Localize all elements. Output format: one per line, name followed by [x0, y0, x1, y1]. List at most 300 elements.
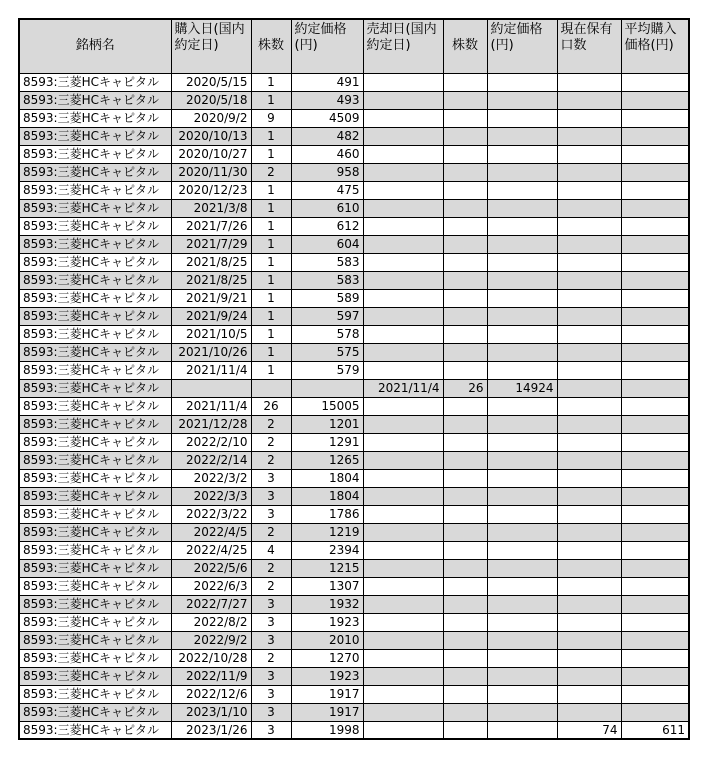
cell-sale-date[interactable]: [363, 109, 443, 127]
cell-sale-price[interactable]: [487, 181, 557, 199]
cell-sale-date[interactable]: 2021/11/4: [363, 379, 443, 397]
cell-stock-name[interactable]: 8593:三菱HCキャピタル: [19, 181, 171, 199]
cell-stock-name[interactable]: 8593:三菱HCキャピタル: [19, 559, 171, 577]
cell-sale-shares[interactable]: [443, 235, 487, 253]
cell-purchase-date[interactable]: 2023/1/10: [171, 703, 251, 721]
cell-stock-name[interactable]: 8593:三菱HCキャピタル: [19, 145, 171, 163]
cell-current-holdings[interactable]: [557, 433, 621, 451]
cell-stock-name[interactable]: 8593:三菱HCキャピタル: [19, 271, 171, 289]
cell-sale-shares[interactable]: [443, 469, 487, 487]
cell-sale-date[interactable]: [363, 631, 443, 649]
cell-avg-price[interactable]: [621, 487, 689, 505]
cell-sale-shares[interactable]: [443, 343, 487, 361]
cell-current-holdings[interactable]: [557, 289, 621, 307]
cell-purchase-shares[interactable]: 3: [251, 505, 291, 523]
cell-sale-shares[interactable]: [443, 73, 487, 91]
cell-avg-price[interactable]: [621, 433, 689, 451]
cell-current-holdings[interactable]: [557, 325, 621, 343]
cell-current-holdings[interactable]: [557, 271, 621, 289]
cell-purchase-shares[interactable]: 2: [251, 433, 291, 451]
cell-stock-name[interactable]: 8593:三菱HCキャピタル: [19, 541, 171, 559]
cell-current-holdings[interactable]: [557, 577, 621, 595]
cell-stock-name[interactable]: 8593:三菱HCキャピタル: [19, 703, 171, 721]
cell-sale-price[interactable]: [487, 73, 557, 91]
cell-purchase-date[interactable]: 2021/9/21: [171, 289, 251, 307]
cell-stock-name[interactable]: 8593:三菱HCキャピタル: [19, 325, 171, 343]
cell-sale-date[interactable]: [363, 361, 443, 379]
cell-avg-price[interactable]: [621, 343, 689, 361]
cell-purchase-shares[interactable]: 3: [251, 595, 291, 613]
header-purchase-shares[interactable]: 株数: [251, 19, 291, 73]
cell-sale-price[interactable]: [487, 559, 557, 577]
cell-sale-shares[interactable]: [443, 325, 487, 343]
cell-stock-name[interactable]: 8593:三菱HCキャピタル: [19, 307, 171, 325]
cell-avg-price[interactable]: [621, 703, 689, 721]
cell-sale-date[interactable]: [363, 703, 443, 721]
cell-purchase-price[interactable]: 1932: [291, 595, 363, 613]
cell-sale-price[interactable]: [487, 631, 557, 649]
cell-purchase-shares[interactable]: 2: [251, 451, 291, 469]
cell-purchase-price[interactable]: 604: [291, 235, 363, 253]
cell-stock-name[interactable]: 8593:三菱HCキャピタル: [19, 289, 171, 307]
cell-current-holdings[interactable]: 74: [557, 721, 621, 739]
cell-current-holdings[interactable]: [557, 541, 621, 559]
cell-stock-name[interactable]: 8593:三菱HCキャピタル: [19, 613, 171, 631]
cell-sale-shares[interactable]: [443, 217, 487, 235]
header-sale-shares[interactable]: 株数: [443, 19, 487, 73]
cell-purchase-date[interactable]: 2021/12/28: [171, 415, 251, 433]
cell-purchase-price[interactable]: 1998: [291, 721, 363, 739]
cell-sale-price[interactable]: [487, 343, 557, 361]
cell-stock-name[interactable]: 8593:三菱HCキャピタル: [19, 397, 171, 415]
cell-avg-price[interactable]: [621, 325, 689, 343]
cell-current-holdings[interactable]: [557, 469, 621, 487]
cell-stock-name[interactable]: 8593:三菱HCキャピタル: [19, 127, 171, 145]
cell-purchase-date[interactable]: 2021/3/8: [171, 199, 251, 217]
cell-sale-shares[interactable]: [443, 451, 487, 469]
cell-sale-date[interactable]: [363, 541, 443, 559]
cell-purchase-date[interactable]: 2022/10/28: [171, 649, 251, 667]
cell-purchase-date[interactable]: 2021/11/4: [171, 361, 251, 379]
cell-purchase-date[interactable]: 2022/5/6: [171, 559, 251, 577]
cell-avg-price[interactable]: [621, 595, 689, 613]
cell-current-holdings[interactable]: [557, 415, 621, 433]
cell-sale-price[interactable]: [487, 541, 557, 559]
cell-sale-shares[interactable]: [443, 721, 487, 739]
header-sale-price[interactable]: 約定価格(円): [487, 19, 557, 73]
cell-sale-price[interactable]: [487, 415, 557, 433]
header-purchase-price[interactable]: 約定価格(円): [291, 19, 363, 73]
cell-purchase-date[interactable]: 2020/11/30: [171, 163, 251, 181]
cell-purchase-date[interactable]: 2020/5/18: [171, 91, 251, 109]
cell-sale-shares[interactable]: [443, 361, 487, 379]
cell-current-holdings[interactable]: [557, 145, 621, 163]
cell-avg-price[interactable]: [621, 235, 689, 253]
cell-sale-date[interactable]: [363, 523, 443, 541]
cell-purchase-price[interactable]: 579: [291, 361, 363, 379]
cell-purchase-date[interactable]: 2020/10/13: [171, 127, 251, 145]
cell-current-holdings[interactable]: [557, 343, 621, 361]
cell-purchase-date[interactable]: 2022/3/3: [171, 487, 251, 505]
cell-sale-price[interactable]: [487, 307, 557, 325]
cell-avg-price[interactable]: [621, 271, 689, 289]
cell-sale-date[interactable]: [363, 181, 443, 199]
cell-purchase-shares[interactable]: 1: [251, 181, 291, 199]
cell-purchase-date[interactable]: 2022/12/6: [171, 685, 251, 703]
cell-purchase-shares[interactable]: 3: [251, 685, 291, 703]
cell-purchase-price[interactable]: 1201: [291, 415, 363, 433]
cell-current-holdings[interactable]: [557, 703, 621, 721]
cell-sale-price[interactable]: [487, 289, 557, 307]
cell-avg-price[interactable]: [621, 91, 689, 109]
cell-purchase-shares[interactable]: 2: [251, 523, 291, 541]
cell-sale-shares[interactable]: [443, 163, 487, 181]
cell-sale-price[interactable]: [487, 703, 557, 721]
cell-current-holdings[interactable]: [557, 163, 621, 181]
cell-purchase-price[interactable]: 575: [291, 343, 363, 361]
cell-purchase-price[interactable]: 597: [291, 307, 363, 325]
cell-sale-date[interactable]: [363, 559, 443, 577]
cell-avg-price[interactable]: [621, 577, 689, 595]
cell-sale-shares[interactable]: [443, 541, 487, 559]
cell-sale-price[interactable]: [487, 253, 557, 271]
cell-sale-price[interactable]: [487, 217, 557, 235]
cell-stock-name[interactable]: 8593:三菱HCキャピタル: [19, 505, 171, 523]
cell-stock-name[interactable]: 8593:三菱HCキャピタル: [19, 577, 171, 595]
cell-sale-price[interactable]: [487, 163, 557, 181]
cell-avg-price[interactable]: [621, 541, 689, 559]
cell-purchase-shares[interactable]: 3: [251, 487, 291, 505]
cell-purchase-shares[interactable]: 9: [251, 109, 291, 127]
cell-sale-shares[interactable]: [443, 91, 487, 109]
cell-current-holdings[interactable]: [557, 73, 621, 91]
cell-purchase-date[interactable]: 2022/4/5: [171, 523, 251, 541]
cell-purchase-shares[interactable]: 1: [251, 307, 291, 325]
cell-stock-name[interactable]: 8593:三菱HCキャピタル: [19, 685, 171, 703]
cell-purchase-shares[interactable]: 1: [251, 253, 291, 271]
cell-avg-price[interactable]: [621, 253, 689, 271]
cell-stock-name[interactable]: 8593:三菱HCキャピタル: [19, 433, 171, 451]
cell-purchase-date[interactable]: 2020/9/2: [171, 109, 251, 127]
cell-purchase-price[interactable]: 1917: [291, 685, 363, 703]
cell-sale-date[interactable]: [363, 577, 443, 595]
cell-sale-shares[interactable]: [443, 271, 487, 289]
cell-sale-shares[interactable]: [443, 559, 487, 577]
cell-sale-shares[interactable]: [443, 595, 487, 613]
cell-sale-shares[interactable]: 26: [443, 379, 487, 397]
cell-purchase-shares[interactable]: 4: [251, 541, 291, 559]
cell-sale-price[interactable]: [487, 271, 557, 289]
cell-purchase-shares[interactable]: 2: [251, 577, 291, 595]
cell-purchase-price[interactable]: 482: [291, 127, 363, 145]
cell-avg-price[interactable]: [621, 145, 689, 163]
cell-sale-shares[interactable]: [443, 685, 487, 703]
cell-purchase-date[interactable]: 2021/7/29: [171, 235, 251, 253]
cell-sale-date[interactable]: [363, 685, 443, 703]
cell-current-holdings[interactable]: [557, 109, 621, 127]
cell-purchase-date[interactable]: 2021/11/4: [171, 397, 251, 415]
cell-sale-price[interactable]: 14924: [487, 379, 557, 397]
cell-sale-date[interactable]: [363, 415, 443, 433]
cell-sale-shares[interactable]: [443, 415, 487, 433]
cell-stock-name[interactable]: 8593:三菱HCキャピタル: [19, 73, 171, 91]
cell-purchase-date[interactable]: 2020/5/15: [171, 73, 251, 91]
cell-sale-date[interactable]: [363, 163, 443, 181]
cell-purchase-shares[interactable]: 26: [251, 397, 291, 415]
cell-purchase-price[interactable]: 583: [291, 253, 363, 271]
cell-avg-price[interactable]: [621, 523, 689, 541]
cell-avg-price[interactable]: [621, 199, 689, 217]
cell-stock-name[interactable]: 8593:三菱HCキャピタル: [19, 469, 171, 487]
cell-purchase-shares[interactable]: 1: [251, 199, 291, 217]
cell-stock-name[interactable]: 8593:三菱HCキャピタル: [19, 415, 171, 433]
cell-stock-name[interactable]: 8593:三菱HCキャピタル: [19, 217, 171, 235]
cell-purchase-shares[interactable]: 2: [251, 649, 291, 667]
cell-purchase-price[interactable]: 491: [291, 73, 363, 91]
cell-purchase-shares[interactable]: 1: [251, 271, 291, 289]
cell-purchase-date[interactable]: 2020/12/23: [171, 181, 251, 199]
cell-sale-date[interactable]: [363, 235, 443, 253]
cell-sale-date[interactable]: [363, 505, 443, 523]
cell-purchase-price[interactable]: 1307: [291, 577, 363, 595]
cell-avg-price[interactable]: [621, 361, 689, 379]
cell-purchase-price[interactable]: 1215: [291, 559, 363, 577]
cell-sale-shares[interactable]: [443, 613, 487, 631]
cell-purchase-date[interactable]: 2022/4/25: [171, 541, 251, 559]
cell-purchase-price[interactable]: 1917: [291, 703, 363, 721]
cell-current-holdings[interactable]: [557, 397, 621, 415]
cell-avg-price[interactable]: [621, 685, 689, 703]
cell-sale-price[interactable]: [487, 721, 557, 739]
cell-sale-date[interactable]: [363, 145, 443, 163]
cell-purchase-price[interactable]: 583: [291, 271, 363, 289]
cell-purchase-date[interactable]: 2021/10/5: [171, 325, 251, 343]
cell-current-holdings[interactable]: [557, 127, 621, 145]
cell-sale-date[interactable]: [363, 487, 443, 505]
cell-avg-price[interactable]: [621, 667, 689, 685]
cell-purchase-date[interactable]: 2022/11/9: [171, 667, 251, 685]
cell-purchase-price[interactable]: 612: [291, 217, 363, 235]
cell-purchase-shares[interactable]: 1: [251, 91, 291, 109]
cell-avg-price[interactable]: [621, 163, 689, 181]
header-current-holdings[interactable]: 現在保有口数: [557, 19, 621, 73]
cell-sale-price[interactable]: [487, 469, 557, 487]
cell-sale-shares[interactable]: [443, 253, 487, 271]
cell-stock-name[interactable]: 8593:三菱HCキャピタル: [19, 253, 171, 271]
cell-current-holdings[interactable]: [557, 523, 621, 541]
cell-purchase-date[interactable]: 2021/8/25: [171, 271, 251, 289]
cell-purchase-date[interactable]: 2021/7/26: [171, 217, 251, 235]
cell-sale-price[interactable]: [487, 433, 557, 451]
cell-sale-date[interactable]: [363, 307, 443, 325]
cell-purchase-price[interactable]: 1923: [291, 667, 363, 685]
cell-purchase-price[interactable]: 4509: [291, 109, 363, 127]
cell-purchase-shares[interactable]: 3: [251, 469, 291, 487]
cell-purchase-price[interactable]: 493: [291, 91, 363, 109]
cell-sale-price[interactable]: [487, 199, 557, 217]
cell-avg-price[interactable]: [621, 451, 689, 469]
cell-current-holdings[interactable]: [557, 361, 621, 379]
cell-purchase-date[interactable]: 2022/2/10: [171, 433, 251, 451]
cell-sale-shares[interactable]: [443, 433, 487, 451]
cell-current-holdings[interactable]: [557, 595, 621, 613]
cell-avg-price[interactable]: 611: [621, 721, 689, 739]
cell-sale-shares[interactable]: [443, 307, 487, 325]
cell-current-holdings[interactable]: [557, 235, 621, 253]
cell-sale-shares[interactable]: [443, 667, 487, 685]
cell-avg-price[interactable]: [621, 559, 689, 577]
cell-sale-price[interactable]: [487, 451, 557, 469]
cell-purchase-price[interactable]: 1923: [291, 613, 363, 631]
cell-current-holdings[interactable]: [557, 667, 621, 685]
cell-stock-name[interactable]: 8593:三菱HCキャピタル: [19, 361, 171, 379]
cell-sale-date[interactable]: [363, 433, 443, 451]
cell-purchase-date[interactable]: 2022/6/3: [171, 577, 251, 595]
cell-sale-shares[interactable]: [443, 631, 487, 649]
cell-sale-price[interactable]: [487, 685, 557, 703]
header-sale-date[interactable]: 売却日(国内約定日): [363, 19, 443, 73]
cell-purchase-date[interactable]: 2023/1/26: [171, 721, 251, 739]
cell-sale-shares[interactable]: [443, 523, 487, 541]
cell-purchase-shares[interactable]: 3: [251, 721, 291, 739]
cell-sale-shares[interactable]: [443, 505, 487, 523]
cell-sale-shares[interactable]: [443, 577, 487, 595]
cell-stock-name[interactable]: 8593:三菱HCキャピタル: [19, 91, 171, 109]
cell-avg-price[interactable]: [621, 109, 689, 127]
cell-sale-shares[interactable]: [443, 109, 487, 127]
cell-stock-name[interactable]: 8593:三菱HCキャピタル: [19, 667, 171, 685]
cell-purchase-date[interactable]: 2022/9/2: [171, 631, 251, 649]
cell-avg-price[interactable]: [621, 469, 689, 487]
cell-current-holdings[interactable]: [557, 181, 621, 199]
cell-sale-date[interactable]: [363, 451, 443, 469]
cell-current-holdings[interactable]: [557, 91, 621, 109]
cell-current-holdings[interactable]: [557, 487, 621, 505]
cell-sale-price[interactable]: [487, 145, 557, 163]
cell-current-holdings[interactable]: [557, 451, 621, 469]
cell-sale-price[interactable]: [487, 523, 557, 541]
cell-sale-price[interactable]: [487, 505, 557, 523]
cell-current-holdings[interactable]: [557, 505, 621, 523]
cell-purchase-price[interactable]: 589: [291, 289, 363, 307]
cell-avg-price[interactable]: [621, 181, 689, 199]
cell-purchase-date[interactable]: 2021/10/26: [171, 343, 251, 361]
cell-sale-price[interactable]: [487, 361, 557, 379]
cell-purchase-price[interactable]: 578: [291, 325, 363, 343]
cell-purchase-price[interactable]: 15005: [291, 397, 363, 415]
cell-stock-name[interactable]: 8593:三菱HCキャピタル: [19, 487, 171, 505]
cell-current-holdings[interactable]: [557, 649, 621, 667]
cell-sale-date[interactable]: [363, 289, 443, 307]
cell-sale-shares[interactable]: [443, 199, 487, 217]
cell-purchase-shares[interactable]: 1: [251, 361, 291, 379]
cell-sale-date[interactable]: [363, 721, 443, 739]
cell-purchase-price[interactable]: 1804: [291, 469, 363, 487]
cell-sale-price[interactable]: [487, 109, 557, 127]
cell-purchase-shares[interactable]: 3: [251, 667, 291, 685]
cell-purchase-price[interactable]: 1291: [291, 433, 363, 451]
cell-purchase-price[interactable]: 460: [291, 145, 363, 163]
cell-stock-name[interactable]: 8593:三菱HCキャピタル: [19, 343, 171, 361]
cell-stock-name[interactable]: 8593:三菱HCキャピタル: [19, 523, 171, 541]
cell-purchase-date[interactable]: 2022/2/14: [171, 451, 251, 469]
cell-sale-shares[interactable]: [443, 397, 487, 415]
cell-purchase-price[interactable]: 1265: [291, 451, 363, 469]
cell-sale-shares[interactable]: [443, 649, 487, 667]
cell-purchase-date[interactable]: 2021/9/24: [171, 307, 251, 325]
cell-purchase-shares[interactable]: 1: [251, 127, 291, 145]
cell-sale-date[interactable]: [363, 649, 443, 667]
cell-purchase-price[interactable]: 958: [291, 163, 363, 181]
cell-purchase-shares[interactable]: 1: [251, 325, 291, 343]
cell-avg-price[interactable]: [621, 73, 689, 91]
cell-purchase-date[interactable]: 2022/7/27: [171, 595, 251, 613]
cell-current-holdings[interactable]: [557, 307, 621, 325]
cell-sale-price[interactable]: [487, 649, 557, 667]
cell-sale-price[interactable]: [487, 325, 557, 343]
cell-sale-shares[interactable]: [443, 127, 487, 145]
cell-stock-name[interactable]: 8593:三菱HCキャピタル: [19, 595, 171, 613]
cell-current-holdings[interactable]: [557, 559, 621, 577]
cell-purchase-price[interactable]: 1786: [291, 505, 363, 523]
cell-stock-name[interactable]: 8593:三菱HCキャピタル: [19, 109, 171, 127]
cell-sale-shares[interactable]: [443, 703, 487, 721]
cell-purchase-price[interactable]: 1804: [291, 487, 363, 505]
cell-purchase-shares[interactable]: 1: [251, 145, 291, 163]
cell-avg-price[interactable]: [621, 307, 689, 325]
cell-sale-date[interactable]: [363, 469, 443, 487]
cell-avg-price[interactable]: [621, 289, 689, 307]
cell-sale-price[interactable]: [487, 91, 557, 109]
cell-sale-date[interactable]: [363, 127, 443, 145]
cell-avg-price[interactable]: [621, 415, 689, 433]
cell-sale-date[interactable]: [363, 271, 443, 289]
cell-purchase-shares[interactable]: 1: [251, 217, 291, 235]
cell-sale-price[interactable]: [487, 595, 557, 613]
cell-purchase-date[interactable]: 2021/8/25: [171, 253, 251, 271]
header-purchase-date[interactable]: 購入日(国内約定日): [171, 19, 251, 73]
cell-sale-price[interactable]: [487, 613, 557, 631]
cell-sale-date[interactable]: [363, 667, 443, 685]
cell-purchase-shares[interactable]: 2: [251, 163, 291, 181]
cell-purchase-date[interactable]: 2022/3/2: [171, 469, 251, 487]
cell-current-holdings[interactable]: [557, 253, 621, 271]
cell-stock-name[interactable]: 8593:三菱HCキャピタル: [19, 235, 171, 253]
cell-current-holdings[interactable]: [557, 379, 621, 397]
cell-sale-date[interactable]: [363, 397, 443, 415]
cell-sale-price[interactable]: [487, 397, 557, 415]
cell-sale-date[interactable]: [363, 217, 443, 235]
cell-sale-price[interactable]: [487, 667, 557, 685]
cell-stock-name[interactable]: 8593:三菱HCキャピタル: [19, 163, 171, 181]
cell-sale-shares[interactable]: [443, 145, 487, 163]
cell-avg-price[interactable]: [621, 127, 689, 145]
cell-avg-price[interactable]: [621, 505, 689, 523]
cell-sale-shares[interactable]: [443, 487, 487, 505]
cell-avg-price[interactable]: [621, 649, 689, 667]
cell-current-holdings[interactable]: [557, 631, 621, 649]
cell-sale-date[interactable]: [363, 73, 443, 91]
cell-sale-price[interactable]: [487, 127, 557, 145]
cell-current-holdings[interactable]: [557, 199, 621, 217]
header-stock-name[interactable]: 銘柄名: [19, 19, 171, 73]
cell-purchase-shares[interactable]: 2: [251, 559, 291, 577]
cell-purchase-shares[interactable]: 1: [251, 289, 291, 307]
cell-purchase-shares[interactable]: 1: [251, 73, 291, 91]
cell-current-holdings[interactable]: [557, 613, 621, 631]
cell-sale-shares[interactable]: [443, 181, 487, 199]
cell-sale-date[interactable]: [363, 91, 443, 109]
